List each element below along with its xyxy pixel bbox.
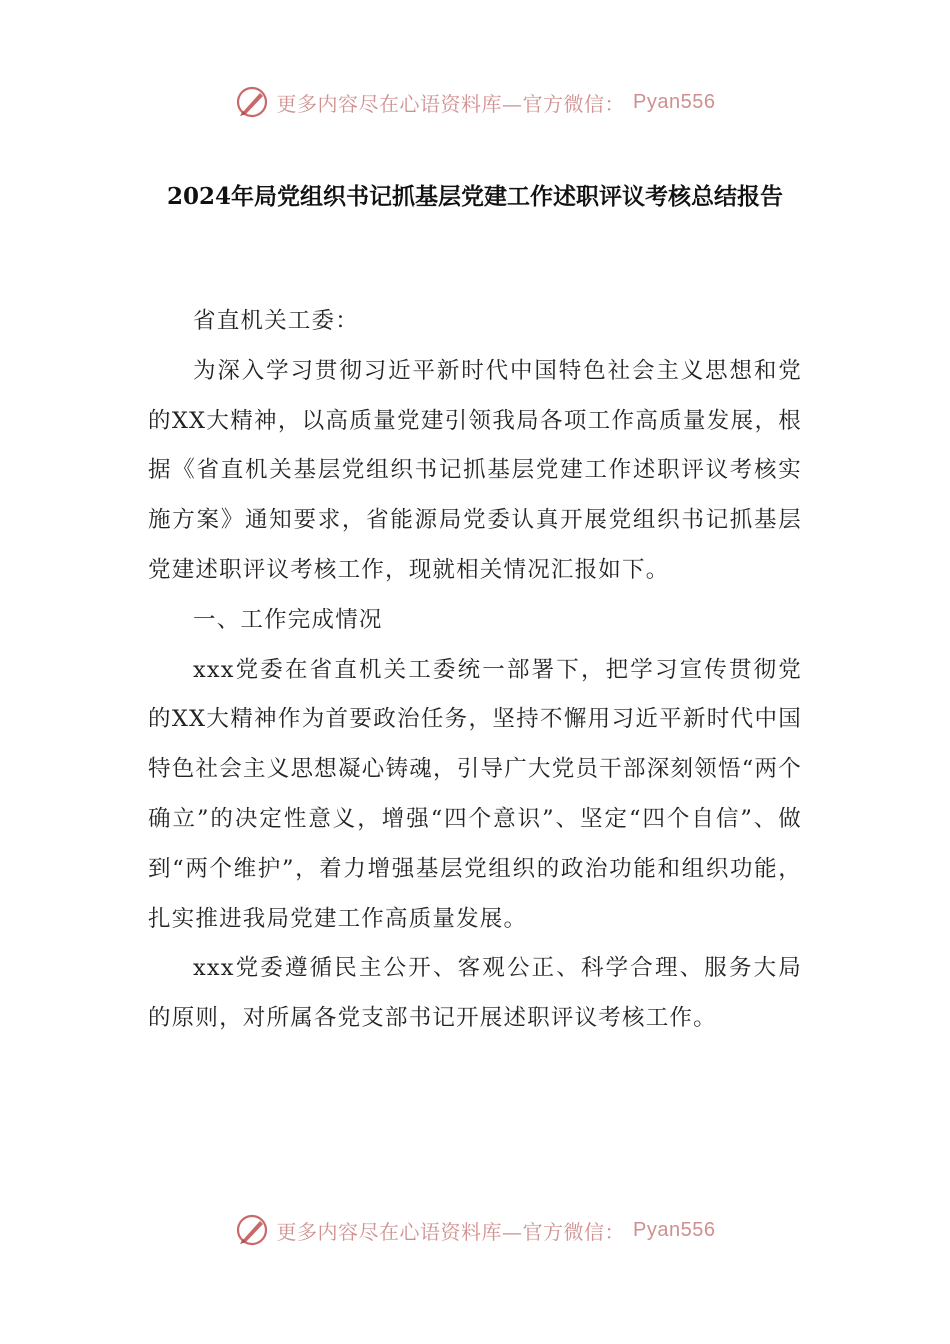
document-title: 2024年局党组织书记抓基层党建工作述职评议考核总结报告	[166, 183, 783, 210]
paragraph-work: xxx党委在省直机关工委统一部署下，把学习宣传贯彻党的XX大精神作为首要政治任务，坚持不懈用习近平新时代中国特色社会主义思想凝心铸魂，引导广大党员干部深刻领悟“两个确立”的决定性意义，增强“四个意识”、坚定“四个自信”、做到“两个维护”，着力增强基层党组织的政治功能和组织功能，扎实推进我局党建工作高质量发展。	[148, 656, 802, 932]
paragraph-principles: xxx党委遵循民主公开、客观公正、科学合理、服务大局的原则，对所属各党支部书记开展述职评议考核工作。	[148, 955, 802, 1032]
watermark-footer	[0, 1210, 950, 1250]
paragraph-intro: 为深入学习贯彻习近平新时代中国特色社会主义思想和党的XX大精神，以高质量党建引领我局各项工作高质量发展，根据《省直机关基层党组织书记抓基层党建工作述职评议考核实施方案》通知要求，省能源局党委认真开展党组织书记抓基层党建述职评议考核工作，现就相关情况汇报如下。	[148, 357, 802, 583]
section-heading: 一、工作完成情况	[193, 606, 383, 633]
pen-in-circle-icon	[235, 1213, 269, 1247]
watermark-header	[0, 82, 950, 122]
document-body	[148, 297, 802, 1044]
salutation: 省直机关工委：	[193, 308, 359, 334]
watermark-text: 更多内容尽在心语资料库—官方微信：	[276, 91, 626, 116]
watermark-brand: Pyan556	[633, 90, 716, 113]
watermark-text: 更多内容尽在心语资料库—官方微信：	[276, 1219, 626, 1244]
pen-in-circle-icon	[235, 85, 269, 119]
watermark-brand: Pyan556	[633, 1218, 716, 1241]
